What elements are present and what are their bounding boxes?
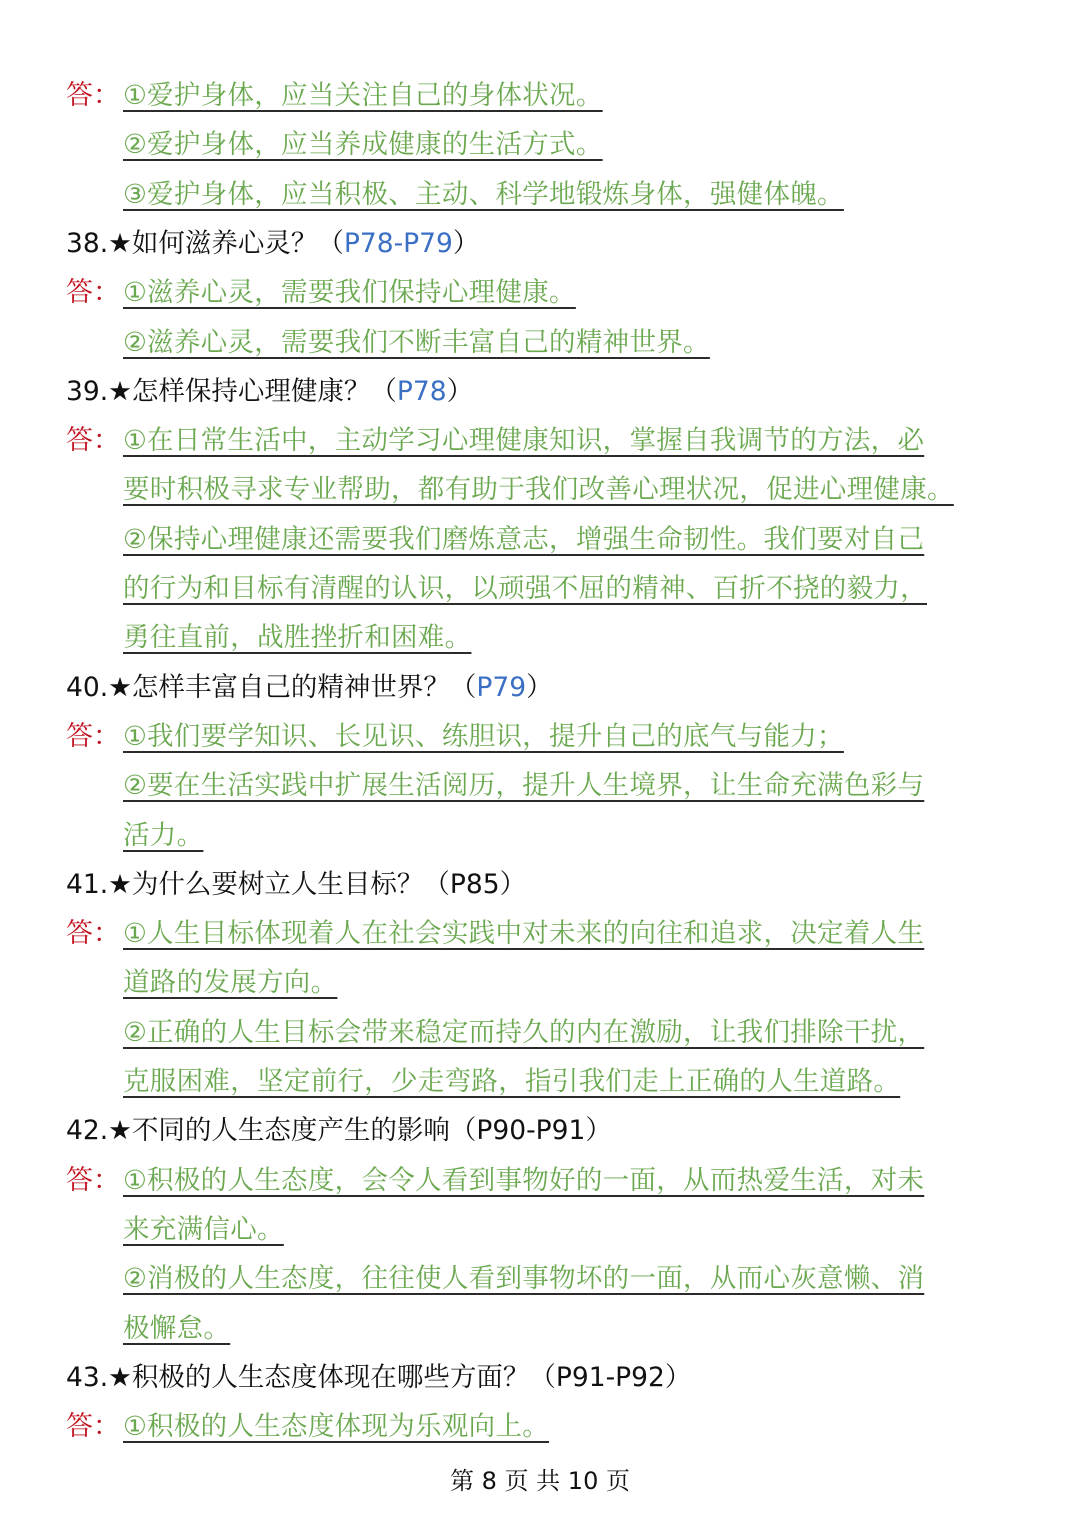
answer-line [66,906,1020,955]
answer-line [66,68,1020,117]
answer-text: ③爱护身体，应当积极、主动、科学地锻炼身体，强健体魄。 [123,178,844,210]
answer-text: ②滋养心灵，需要我们不断丰富自己的精神世界。 [123,326,710,358]
close-paren: ） [499,868,527,900]
answer-continuation [123,561,1020,610]
page-footer: 第 8 页 共 10 页 [450,1467,630,1495]
answer-continuation [123,315,1020,364]
question-line [66,857,1020,906]
answer-text: ①我们要学知识、长见识、练胆识，提升自己的底气与能力； [123,720,844,752]
answer-text: 道路的发展方向。 [123,967,338,999]
answer-continuation [123,758,1020,807]
answer-line [66,1153,1020,1202]
answer-continuation [123,1301,1020,1350]
page-reference: P78-P79 [343,227,453,259]
answer-text: 要时积极寻求专业帮助，都有助于我们改善心理状况，促进心理健康。 [123,474,954,506]
answer-continuation [123,1054,1020,1103]
question-text [66,1108,612,1147]
answer-text: ①爱护身体，应当关注自己的身体状况。 [123,80,603,111]
answer-label: 答： [66,425,120,457]
question-text [66,1355,691,1394]
answer-line [66,709,1020,758]
page-reference: P90-P91 [476,1115,586,1147]
answer-continuation [123,610,1020,659]
question-title: 38.★如何滋养心灵？（ [66,227,344,259]
question-text [66,221,479,260]
question-line [66,660,1020,709]
answer-text: ②正确的人生目标会带来稳定而持久的内在激励，让我们排除干扰， [123,1016,925,1048]
question-text [66,665,553,704]
question-line [66,1350,1020,1399]
question-title: 39.★怎样保持心理健康？（ [66,375,397,407]
answer-line [66,413,1020,462]
answer-text: 活力。 [123,819,204,851]
answer-text: ②保持心理健康还需要我们磨炼意志，增强生命韧性。我们要对自己 [123,523,925,555]
close-paren: ） [664,1361,692,1393]
answer-continuation [123,1202,1020,1251]
answer-text: ②要在生活实践中扩展生活阅历，提升人生境界，让生命充满色彩与 [123,770,925,802]
answer-text: 的行为和目标有清醒的认识，以顽强不屈的精神、百折不挠的毅力， [123,573,927,604]
question-line [66,216,1020,265]
question-line [66,364,1020,413]
answer-label: 答： [66,277,120,309]
question-line [66,1103,1020,1152]
page-reference: P85 [449,868,500,900]
answer-text: ②消极的人生态度，往往使人看到事物坏的一面，从而心灰意懒、消 [123,1263,925,1295]
answer-label: 答： [66,918,120,950]
answer-continuation [123,1251,1020,1300]
answer-label: 答： [66,1164,120,1196]
answer-line [66,265,1020,314]
answer-continuation [123,117,1020,166]
answer-text: ①积极的人生态度体现为乐观向上。 [123,1411,550,1443]
question-text [66,862,526,901]
answer-continuation [123,808,1020,857]
question-title: 43.★积极的人生态度体现在哪些方面？（ [66,1361,556,1393]
page-reference: P91-P92 [555,1361,665,1393]
page-reference: P78 [396,375,447,407]
answer-continuation [123,955,1020,1004]
close-paren: ） [585,1115,612,1147]
answer-continuation [123,1005,1020,1054]
answer-text: ①积极的人生态度，会令人看到事物好的一面，从而热爱生活，对未 [123,1164,925,1196]
page-reference: P79 [476,671,527,703]
answer-label: 答： [66,720,120,752]
answer-line [66,1399,1020,1448]
answer-continuation [123,512,1020,561]
answer-text: 克服困难，坚定前行，少走弯路，指引我们走上正确的人生道路。 [123,1066,901,1097]
answer-text: ②爱护身体，应当养成健康的生活方式。 [123,129,603,161]
answer-text: 勇往直前，战胜挫折和困难。 [123,622,472,654]
answer-text: 极懈怠。 [123,1312,231,1344]
question-title: 42.★不同的人生态度产生的影响（ [66,1115,477,1147]
answer-label: 答： [66,1411,120,1443]
answer-continuation [123,462,1020,511]
close-paren: ） [452,227,480,259]
question-text [66,369,473,408]
question-title: 40.★怎样丰富自己的精神世界？（ [66,671,477,703]
answer-continuation [123,167,1020,216]
answer-text: ①在日常生活中，主动学习心理健康知识，掌握自我调节的方法，必 [123,425,925,457]
answer-text: 来充满信心。 [123,1213,284,1245]
close-paren: ） [526,671,553,703]
answer-text: ①滋养心灵，需要我们保持心理健康。 [123,277,576,309]
close-paren: ） [446,375,474,407]
answer-text: ①人生目标体现着人在社会实践中对未来的向往和追求，决定着人生 [123,918,925,950]
answer-label: 答： [66,80,120,111]
question-title: 41.★为什么要树立人生目标？（ [66,868,450,900]
